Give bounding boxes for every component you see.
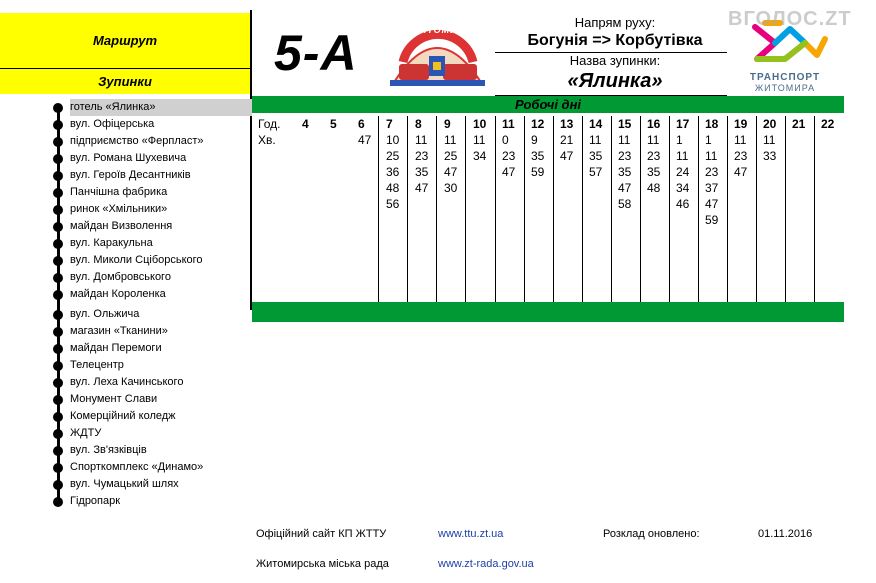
- minute-value: 10: [386, 133, 400, 147]
- column-divider: [407, 116, 408, 302]
- stop-dot: [53, 154, 63, 164]
- minute-value: 47: [705, 197, 719, 211]
- hour-column: [792, 116, 805, 302]
- hour-column: [302, 116, 309, 302]
- stop-item: вул. Миколи Сціборського: [70, 254, 203, 266]
- stop-item: вул. Офіцерська: [70, 118, 155, 130]
- stop-dot: [53, 412, 63, 422]
- stop-item: вул. Чумацький шлях: [70, 478, 179, 490]
- minute-value: 25: [386, 149, 400, 163]
- hour-value: 6: [358, 117, 365, 131]
- stop-dot: [53, 429, 63, 439]
- council-label: Житомирська міська рада: [256, 558, 389, 570]
- minute-value: 23: [734, 149, 748, 163]
- column-divider: [553, 116, 554, 302]
- hour-value: 11: [502, 117, 515, 131]
- hour-value: 9: [444, 117, 451, 131]
- stop-item: майдан Перемоги: [70, 342, 162, 354]
- stop-item: Панчішна фабрика: [70, 186, 168, 198]
- minute-value: 57: [589, 165, 603, 179]
- stop-item: Монумент Слави: [70, 393, 158, 405]
- hour-value: 19: [734, 117, 748, 131]
- column-divider: [378, 116, 379, 302]
- official-site-label: Офіційний сайт КП ЖТТУ: [256, 528, 387, 540]
- stop-dot: [53, 395, 63, 405]
- hour-value: 12: [531, 117, 545, 131]
- stop-dot: [53, 361, 63, 371]
- stop-dot: [53, 103, 63, 113]
- minute-label: Хв.: [258, 133, 276, 147]
- column-divider: [814, 116, 815, 302]
- route-label: Маршрут: [92, 33, 158, 48]
- minute-value: 35: [531, 149, 545, 163]
- stop-dot: [53, 480, 63, 490]
- minute-value: 48: [386, 181, 400, 195]
- minute-value: 47: [734, 165, 748, 179]
- minute-value: 25: [444, 149, 458, 163]
- minute-value: 1: [676, 133, 683, 147]
- stop-item: Комерційний коледж: [70, 410, 176, 422]
- column-divider: [495, 116, 496, 302]
- stop-dot: [53, 327, 63, 337]
- minute-value: 46: [676, 197, 690, 211]
- stop-item: вул. Домбровського: [70, 271, 171, 283]
- stop-dot: [53, 344, 63, 354]
- minute-value: 11: [676, 149, 689, 163]
- minute-value: 33: [763, 149, 777, 163]
- minute-value: 23: [647, 149, 661, 163]
- column-divider: [436, 116, 437, 302]
- stop-item: вул. Ольжича: [70, 308, 140, 320]
- brand-line1: ТРАНСПОРТ: [749, 72, 821, 83]
- hour-column: [444, 116, 457, 302]
- direction-label: Напрям руху:: [574, 15, 656, 30]
- column-divider: [611, 116, 612, 302]
- stop-dot: [53, 222, 63, 232]
- minute-value: 11: [618, 133, 631, 147]
- minute-value: 47: [618, 181, 632, 195]
- minute-value: 59: [531, 165, 545, 179]
- minute-value: 36: [386, 165, 400, 179]
- column-divider: [524, 116, 525, 302]
- minute-value: 47: [502, 165, 516, 179]
- stop-dot: [53, 137, 63, 147]
- stop-name-value: «Ялинка»: [567, 70, 663, 92]
- minute-value: 21: [560, 133, 574, 147]
- hour-value: 21: [792, 117, 806, 131]
- column-divider: [727, 116, 728, 302]
- hour-value: 14: [589, 117, 603, 131]
- minute-value: 47: [415, 181, 429, 195]
- hour-column: [821, 116, 834, 302]
- city-emblem: [385, 18, 490, 93]
- column-divider: [640, 116, 641, 302]
- hour-column: [386, 116, 399, 302]
- day-type-bar: [252, 96, 844, 113]
- minute-value: 9: [531, 133, 538, 147]
- schedule-bottom-bar: [252, 302, 844, 322]
- column-divider: [669, 116, 670, 302]
- stop-item: вул. Леха Качинського: [70, 376, 184, 388]
- hour-column: [734, 116, 747, 302]
- minute-value: 47: [358, 133, 372, 147]
- minute-value: 11: [734, 133, 747, 147]
- column-divider: [465, 116, 466, 302]
- column-divider: [785, 116, 786, 302]
- schedule-label-col: [258, 116, 280, 302]
- hour-value: 13: [560, 117, 574, 131]
- hour-column: [502, 116, 515, 302]
- hour-value: 16: [647, 117, 661, 131]
- stop-dot: [53, 120, 63, 130]
- hour-column: [705, 116, 718, 302]
- minute-value: 35: [589, 149, 603, 163]
- stop-item: майдан Короленка: [70, 288, 166, 300]
- minute-value: 11: [763, 133, 776, 147]
- hour-column: [589, 116, 602, 302]
- stop-item: підприємство «Ферпласт»: [70, 135, 204, 147]
- hour-column: [763, 116, 776, 302]
- official-site-link[interactable]: www.ttu.zt.ua: [438, 528, 504, 540]
- minute-value: 48: [647, 181, 661, 195]
- hour-column: [330, 116, 337, 302]
- stop-dot: [53, 310, 63, 320]
- hour-value: 8: [415, 117, 422, 131]
- hour-value: 22: [821, 117, 835, 131]
- route-label-cell: [0, 13, 250, 68]
- hour-column: [560, 116, 573, 302]
- hour-column: [676, 116, 689, 302]
- minute-value: 1: [705, 133, 712, 147]
- stops-label-cell: [0, 69, 250, 94]
- minute-value: 35: [415, 165, 429, 179]
- stop-item: магазин «Тканини»: [70, 325, 168, 337]
- minute-value: 23: [502, 149, 516, 163]
- stop-dot: [53, 497, 63, 507]
- stop-dot: [53, 239, 63, 249]
- updated-date: 01.11.2016: [758, 528, 813, 540]
- hour-value: 18: [705, 117, 719, 131]
- minute-value: 47: [444, 165, 458, 179]
- direction-value: Богунія => Корбутівка: [527, 32, 703, 49]
- column-divider: [698, 116, 699, 302]
- stop-dot: [53, 378, 63, 388]
- watermark: ВГОЛОС.ZT: [728, 8, 852, 30]
- minute-value: 23: [415, 149, 429, 163]
- updated-label: Розклад оновлено:: [603, 528, 700, 540]
- hour-value: 15: [618, 117, 632, 131]
- hour-column: [531, 116, 544, 302]
- stop-item: Гідропарк: [70, 495, 121, 507]
- minute-value: 11: [473, 133, 486, 147]
- minute-value: 47: [560, 149, 574, 163]
- minute-value: 59: [705, 213, 719, 227]
- hour-value: 20: [763, 117, 777, 131]
- stop-item: Спорткомплекс «Динамо»: [70, 461, 204, 473]
- minute-value: 35: [647, 165, 661, 179]
- stop-dot: [53, 188, 63, 198]
- stop-dot: [53, 463, 63, 473]
- stop-dot: [53, 205, 63, 215]
- column-divider: [756, 116, 757, 302]
- hour-value: 7: [386, 117, 393, 131]
- stop-item: ринок «Хмільники»: [70, 203, 168, 215]
- stop-item: ЖДТУ: [70, 427, 102, 439]
- stop-item: майдан Визволення: [70, 220, 173, 232]
- stop-item: вул. Зв'язківців: [70, 444, 147, 456]
- column-divider: [582, 116, 583, 302]
- hour-value: 10: [473, 117, 487, 131]
- hour-column: [415, 116, 428, 302]
- minute-value: 58: [618, 197, 632, 211]
- minute-value: 11: [705, 149, 718, 163]
- minute-value: 11: [589, 133, 602, 147]
- hour-column: [473, 116, 486, 302]
- stop-dot: [53, 290, 63, 300]
- minute-value: 23: [618, 149, 632, 163]
- stops-label: Зупинки: [98, 74, 152, 89]
- minute-value: 11: [647, 133, 660, 147]
- minute-value: 24: [676, 165, 690, 179]
- stop-dot: [53, 273, 63, 283]
- stop-item: вул. Каракульна: [70, 237, 153, 249]
- stop-item-selected: готель «Ялинка»: [70, 99, 252, 116]
- minute-value: 37: [705, 181, 719, 195]
- minute-value: 35: [618, 165, 632, 179]
- minute-value: 23: [705, 165, 719, 179]
- minute-value: 34: [473, 149, 487, 163]
- hour-label: Год.: [258, 117, 281, 131]
- council-link[interactable]: www.zt-rada.gov.ua: [438, 558, 534, 570]
- minute-value: 0: [502, 133, 509, 147]
- minute-value: 56: [386, 197, 400, 211]
- minute-value: 34: [676, 181, 690, 195]
- stop-dot: [53, 446, 63, 456]
- hour-value: 5: [330, 117, 337, 131]
- minute-value: 11: [415, 133, 428, 147]
- stop-dot: [53, 171, 63, 181]
- stop-item: вул. Героїв Десантників: [70, 169, 191, 181]
- stop-item: Телецентр: [70, 359, 124, 371]
- city-emblem-text: ЖИТОМИР: [410, 25, 465, 35]
- minute-value: 11: [444, 133, 457, 147]
- minute-value: 30: [444, 181, 458, 195]
- brand-line2: ЖИТОМИРА: [754, 83, 816, 93]
- hour-column: [358, 116, 371, 302]
- route-number: 5-А: [274, 25, 358, 81]
- hour-column: [647, 116, 660, 302]
- hour-column: [618, 116, 631, 302]
- stop-name-label: Назва зупинки:: [569, 53, 661, 68]
- hour-value: 4: [302, 117, 309, 131]
- stop-item: вул. Романа Шухевича: [70, 152, 187, 164]
- day-type-label: Робочі дні: [514, 97, 582, 112]
- stop-dot: [53, 256, 63, 266]
- hour-value: 17: [676, 117, 690, 131]
